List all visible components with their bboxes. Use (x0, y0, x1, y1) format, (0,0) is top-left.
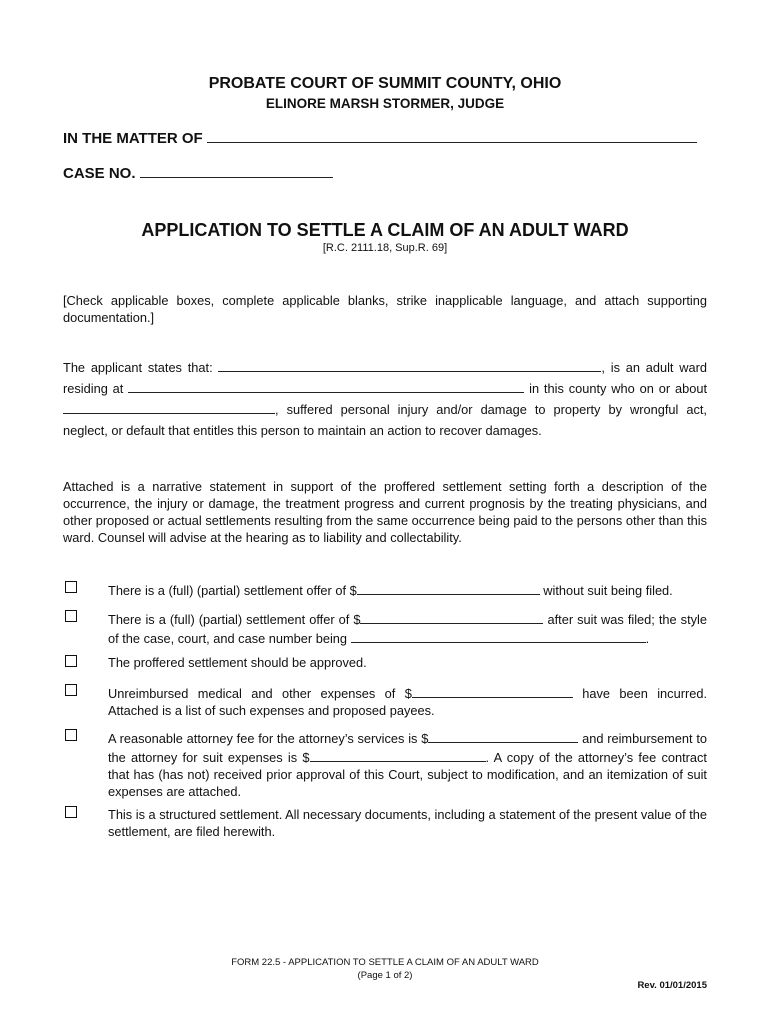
suit-expenses-field[interactable] (310, 747, 486, 762)
applicant-statement (63, 357, 707, 441)
form-footer-title: FORM 22.5 - APPLICATION TO SETTLE A CLAIM OF AN ADULT WARD (231, 957, 539, 968)
option-structured-settlement (108, 806, 707, 840)
checkbox-medical-expenses[interactable] (65, 684, 77, 696)
option-settlement-after-suit (108, 609, 707, 647)
court-name: PROBATE COURT OF SUMMIT COUNTY, OHIO (208, 75, 562, 92)
option-text: This is a structured settlement. All necessary documents, including a statement of the present value of the settlement, are filed herewith. (108, 807, 707, 839)
option-text: A reasonable attorney fee for the attorney’s services is $ (108, 731, 429, 746)
settlement-amount-field[interactable] (360, 609, 543, 624)
revision-date: Rev. 01/01/2015 (637, 980, 707, 991)
checkbox-settlement-after-suit[interactable] (65, 610, 77, 622)
matter-row (63, 128, 697, 147)
statement-ward-text: , is an adult ward residing at (63, 360, 707, 396)
ward-name-field[interactable] (218, 357, 601, 372)
checkbox-structured-settlement[interactable] (65, 806, 77, 818)
checkbox-settlement-no-suit[interactable] (65, 581, 77, 593)
case-label: CASE NO. (63, 165, 136, 182)
expenses-amount-field[interactable] (412, 683, 573, 698)
settlement-amount-field[interactable] (357, 580, 540, 595)
option-text: have been incurred. Attached is a list of such expenses and proposed payees. (108, 686, 707, 718)
option-text: There is a (full) (partial) settlement offer of $ (108, 583, 357, 598)
checkbox-settlement-approved[interactable] (65, 655, 77, 667)
option-text: Unreimbursed medical and other expenses of $ (108, 686, 412, 701)
option-text: There is a (full) (partial) settlement offer of $ (108, 612, 361, 627)
incident-date-field[interactable] (63, 399, 275, 414)
statement-injury-text: , suffered personal injury and/or damage to property by wrongful act, neglect, or default that entitles this person to maintain an action to recover damages. (63, 402, 707, 438)
option-settlement-no-suit (108, 580, 707, 599)
statement-county-text: in this county who on or about (529, 381, 707, 396)
statement-intro: The applicant states that: (63, 360, 213, 375)
form-title: APPLICATION TO SETTLE A CLAIM OF AN ADULT WARD (141, 220, 629, 240)
matter-label: IN THE MATTER OF (63, 130, 203, 147)
option-text: The proffered settlement should be approved. (108, 655, 367, 670)
attorney-fee-field[interactable] (428, 728, 578, 743)
option-settlement-approved (108, 654, 707, 671)
judge-name: ELINORE MARSH STORMER, JUDGE (265, 96, 505, 111)
narrative-statement: Attached is a narrative statement in support of the proffered settlement setting forth a description of the occurrence, the injury or damage, the treatment progress and current prognosis by the treating physicians, and other proposed or actual settlements resulting from the same occurrence being paid to the persons other than this ward. Counsel will advise at the hearing as to liability and collectability. (63, 479, 707, 545)
option-text: . (645, 631, 650, 646)
case-row (63, 163, 333, 182)
statute-citation: [R.C. 2111.18, Sup.R. 69] (322, 242, 448, 254)
option-attorney-fee (108, 728, 707, 800)
option-text: after suit was filed; the style of the case, court, and case number being (108, 612, 707, 646)
ward-residence-field[interactable] (128, 378, 524, 393)
checkbox-attorney-fee[interactable] (65, 729, 77, 741)
option-text: without suit being filed. (543, 583, 673, 598)
option-medical-expenses (108, 683, 707, 719)
matter-name-field[interactable] (207, 128, 697, 143)
case-style-field[interactable] (351, 628, 646, 643)
page-number: (Page 1 of 2) (357, 970, 413, 981)
option-text: and reimbursement to the attorney for suit expenses is $ (108, 731, 707, 765)
option-text: . A copy of the attorney’s fee contract that has (has not) received prior approval of this Court, subject to modification, and an itemization of suit expenses are attached. (108, 750, 707, 799)
instructions: [Check applicable boxes, complete applicable blanks, strike inapplicable language, and attach supporting documentation.] (63, 293, 707, 325)
case-number-field[interactable] (140, 163, 333, 178)
